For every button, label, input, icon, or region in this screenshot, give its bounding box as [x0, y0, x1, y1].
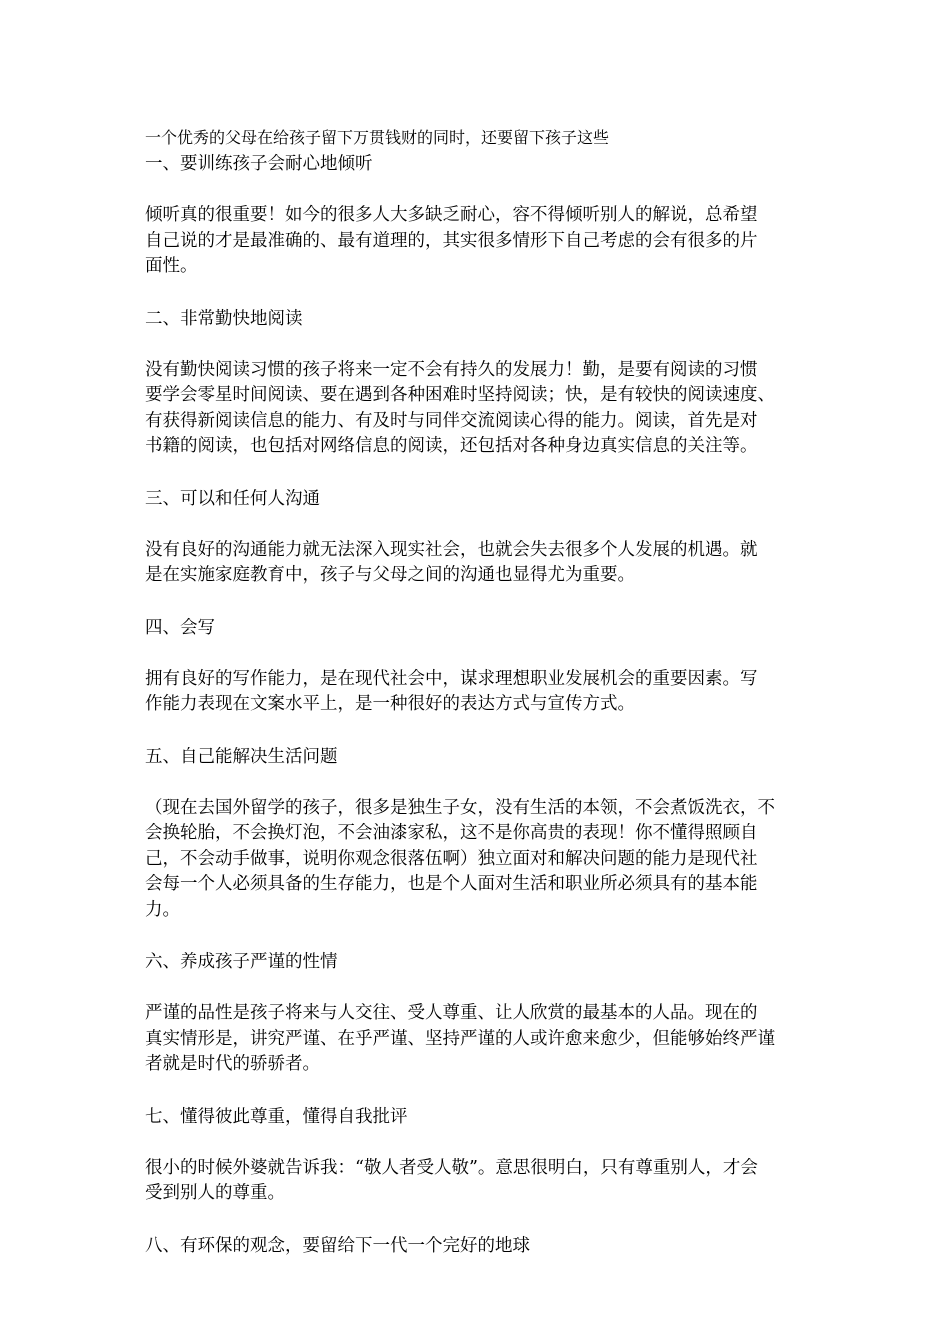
section-paragraph-6: 严谨的品性是孩子将来与人交往、受人尊重、让人欣赏的最基本的人品。现在的 真实情形是，讲究严谨、在乎严谨、坚持严谨的人或许愈来愈少，但能够始终严谨 者就是时代的骄骄者。	[145, 1003, 775, 1074]
section-heading-4: 四、会写	[145, 617, 215, 638]
section-paragraph-5: （现在去国外留学的孩子，很多是独生子女，没有生活的本领，不会煮饭洗衣，不 会换轮胎，不会换灯泡，不会油漆家私，这不是你高贵的表现！你不懂得照顾自 己，不会动手做事，说明你观念很落伍啊）独立面对和解决问题的能力是现代社 会每一个人必须具备的生存能力，也是个人面对生活和职业所必须具有的基本能 力。	[145, 797, 775, 920]
section-paragraph-7: 很小的时候外婆就告诉我：“敬人者受人敬”。意思很明白，只有尊重别人，才会 受到别人的尊重。	[145, 1157, 758, 1203]
section-paragraph-4: 拥有良好的写作能力，是在现代社会中，谋求理想职业发展机会的重要因素。写 作能力表现在文案水平上，是一种很好的表达方式与宣传方式。	[145, 668, 758, 714]
section-heading-1: 一、要训练孩子会耐心地倾听	[145, 154, 373, 174]
section-paragraph-1: 倾听真的很重要！如今的很多人大多缺乏耐心，容不得倾听别人的解说，总希望 自己说的才是最准确的、最有道理的，其实很多情形下自己考虑的会有很多的片 面性。	[145, 205, 758, 276]
section-heading-8: 八、有环保的观念，要留给下一代一个完好的地球	[145, 1235, 530, 1256]
section-heading-2: 二、非常勤快地阅读	[145, 308, 303, 329]
section-heading-7: 七、懂得彼此尊重，懂得自我批评	[145, 1106, 408, 1127]
section-heading-3: 三、可以和任何人沟通	[145, 488, 320, 509]
document-title: 一个优秀的父母在给孩子留下万贯钱财的同时，还要留下孩子这些	[145, 128, 610, 147]
section-heading-6: 六、养成孩子严谨的性情	[145, 952, 338, 972]
section-paragraph-3: 没有良好的沟通能力就无法深入现实社会，也就会失去很多个人发展的机遇。就 是在实施家庭教育中，孩子与父母之间的沟通也显得尤为重要。	[145, 539, 758, 585]
section-paragraph-2: 没有勤快阅读习惯的孩子将来一定不会有持久的发展力！勤，是要有阅读的习惯 要学会零星时间阅读、要在遇到各种困难时坚持阅读；快，是有较快的阅读速度、 有获得新阅读信息的能力、有及时与同伴交流阅读心得的能力。阅读，首先是对 书籍的阅读，也包括对网络信息的阅读，还包括对各种身边真实信息的关注等。	[145, 359, 775, 456]
document-page	[145, 128, 815, 1258]
section-heading-5: 五、自己能解决生活问题	[145, 746, 338, 767]
